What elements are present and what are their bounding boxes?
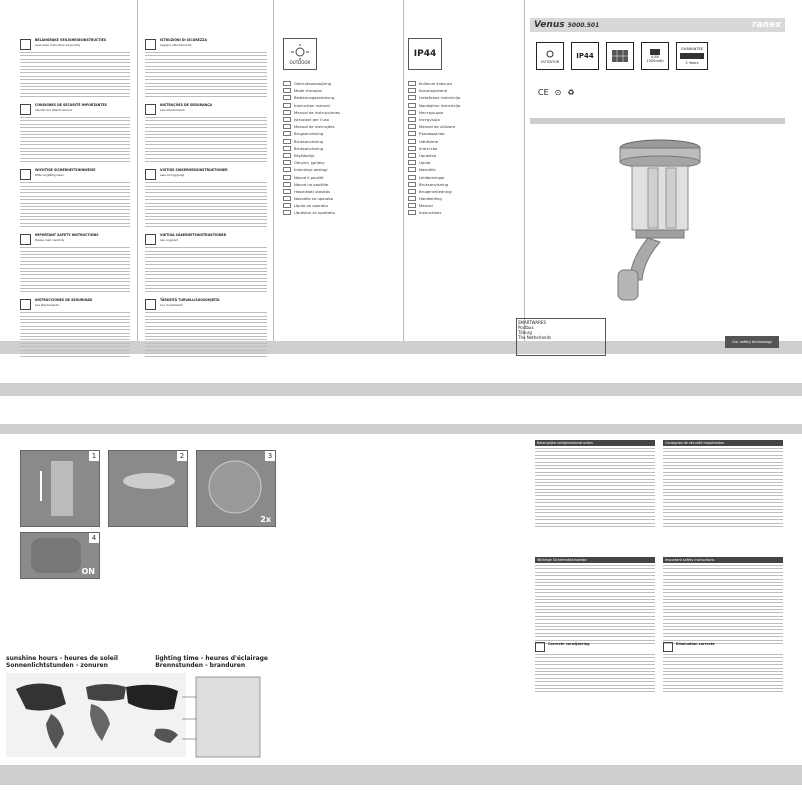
flag-icon — [283, 210, 291, 215]
block-title: Correcte verwijdering — [548, 642, 590, 646]
recycle-mark: ⊙ — [554, 88, 562, 97]
section-subtitle: Leggere attentamente — [160, 43, 192, 47]
flag-icon — [408, 95, 416, 100]
language-item: Használati utasítás — [283, 188, 393, 195]
step-3: 3 2x — [196, 450, 276, 527]
installation-steps — [20, 440, 280, 576]
flag-icon — [408, 210, 416, 215]
language-item: Návod k použití — [283, 173, 393, 180]
safety-badge: Our safety technology — [725, 336, 779, 348]
flag-icon — [408, 189, 416, 194]
warning-icon — [20, 104, 31, 115]
flag-icon — [283, 153, 291, 158]
section-subtitle: Læs omhyggeligt — [160, 173, 185, 178]
label-box: SMARTWARES Postbus Tilburg The Netherlands — [516, 318, 606, 356]
language-item: Uputstvo — [408, 152, 518, 159]
safety-section — [20, 233, 130, 292]
language-item: Ръководство — [408, 130, 518, 137]
flag-icon — [283, 146, 291, 151]
section-subtitle: Läs noggrant — [160, 238, 179, 243]
language-item: Lietošanas instrukcija — [408, 94, 518, 101]
warning-icon — [20, 39, 31, 50]
warning-icon — [145, 169, 156, 180]
flag-icon — [283, 88, 291, 93]
warning-icon — [145, 234, 156, 245]
language-item: Istruzioni per l'uso — [283, 116, 393, 123]
battery-spec-icon: 4,8V 1000mAh — [641, 42, 669, 70]
safety-section — [145, 168, 267, 227]
step-1: 1 — [20, 450, 100, 527]
language-item: Käyttöohje — [283, 152, 393, 159]
flag-icon — [408, 167, 416, 172]
flag-icon — [408, 110, 416, 115]
language-item: Інструкція — [408, 116, 518, 123]
block-title: Important safety instructions — [663, 557, 783, 563]
safety-section — [145, 298, 267, 357]
cert-marks — [538, 88, 785, 97]
ip-spec-icon: IP44 — [571, 42, 599, 70]
section-title: ISTRUZIONI DI SICUREZZA — [160, 38, 207, 42]
language-item: Instructions — [408, 209, 518, 216]
language-item: Uputstvo za upotrebu — [283, 209, 393, 216]
language-item: Mode d'emploi — [283, 87, 393, 94]
instruction-block — [663, 440, 783, 550]
section-subtitle: Lue huolellisesti — [160, 303, 183, 308]
flag-icon — [408, 139, 416, 144]
flag-icon — [408, 81, 416, 86]
language-item: Brugsanvisning — [283, 130, 393, 137]
safety-column-2 — [145, 38, 267, 363]
flag-icon — [283, 203, 291, 208]
flag-icon — [283, 124, 291, 129]
flag-icon — [283, 189, 291, 194]
outdoor-icon — [283, 38, 317, 70]
safety-section — [20, 103, 130, 162]
language-item: Инструкция — [408, 109, 518, 116]
section-title: VIKTIGA SÄKERHETSINSTRUKTIONER — [160, 233, 227, 238]
language-list-left — [283, 38, 393, 217]
section-subtitle: Leia atentamente — [160, 108, 185, 113]
language-item: Návod na použitie — [283, 181, 393, 188]
world-map — [6, 669, 268, 759]
flag-icon — [283, 103, 291, 108]
language-item: Bruksanvisning — [283, 145, 393, 152]
ce-mark: CE — [538, 88, 549, 97]
section-title: INSTRUCCIONES DE SEGURIDAD — [35, 298, 93, 303]
flag-icon — [408, 124, 416, 129]
flag-icon — [408, 146, 416, 151]
guarantee-spec-icon: GUARANTEE 2 Years — [676, 42, 708, 70]
product-name: Venus — [534, 20, 565, 30]
flag-icon — [283, 139, 291, 144]
grey-strip — [530, 118, 785, 124]
step3-badge: 2x — [260, 515, 271, 524]
language-item: Instruction manual — [283, 102, 393, 109]
flag-icon — [408, 153, 416, 158]
ip44-label: IP44 — [413, 49, 437, 59]
language-item: Bruksanvisning — [408, 181, 518, 188]
cover-panel — [518, 18, 785, 344]
safety-section — [20, 168, 130, 227]
outdoor-label: OUTDOOR — [289, 59, 311, 65]
block-title: Belangrijke veiligheidsinstructies — [535, 440, 655, 446]
language-item: Bedienungsanleitung — [283, 94, 393, 101]
section-title: TÄRKEITÄ TURVALLISUUSOHJEITA — [160, 298, 220, 303]
flag-icon — [283, 110, 291, 115]
step-4: 4 ON — [20, 532, 100, 579]
language-item: Naudojimo instrukcija — [408, 102, 518, 109]
band-bottom — [0, 765, 802, 785]
safety-column-1 — [20, 38, 130, 363]
flag-icon — [283, 117, 291, 122]
product-image — [610, 130, 710, 310]
flag-icon — [408, 117, 416, 122]
language-item: Navodila — [408, 166, 518, 173]
flag-icon — [408, 175, 416, 180]
flag-icon — [408, 203, 416, 208]
safety-section — [145, 233, 267, 292]
block-title: Consignes de sécurité importantes — [663, 440, 783, 446]
outdoor-spec-icon: OUTDOOR — [536, 42, 564, 70]
block-title: Wichtige Sicherheitshinweise — [535, 557, 655, 563]
safety-section — [145, 38, 267, 97]
instruction-sheet — [535, 440, 785, 765]
language-item: Manual de utilizare — [408, 123, 518, 130]
sunshine-map: sunshine hours - heures de soleil Sonnenlichtstunden - zonuren lighting time - heures d'éclairage Brennstunden - branduren — [6, 655, 268, 763]
block-title: Elimination correcte — [676, 642, 715, 646]
section-subtitle: Lea atentamente — [35, 303, 59, 308]
language-item: Упатство — [408, 145, 518, 152]
language-item: Navodila za uporabo — [283, 195, 393, 202]
panel-spec-icon — [606, 42, 634, 70]
warning-icon — [20, 299, 31, 310]
warning-icon — [145, 39, 156, 50]
warning-icon — [145, 299, 156, 310]
flag-icon — [408, 88, 416, 93]
warning-icon — [145, 104, 156, 115]
section-subtitle: Veuillez lire attentivement — [35, 108, 72, 113]
flag-icon — [408, 182, 416, 187]
flag-icon — [283, 175, 291, 180]
safety-section — [20, 38, 130, 97]
flag-icon — [283, 131, 291, 136]
language-item: Kasutusjuhend — [408, 87, 518, 94]
language-item: Upute za uporabu — [283, 202, 393, 209]
safety-section — [145, 103, 267, 162]
language-item: Manual de instruções — [283, 123, 393, 130]
spec-icons-row — [536, 42, 785, 70]
brand-logo: ranex — [752, 20, 781, 30]
section-title: INSTRUÇÕES DE SEGURANÇA — [160, 103, 213, 108]
step4-badge: ON — [81, 567, 95, 576]
language-item: Bruksanvisning — [283, 138, 393, 145]
instruction-block — [535, 440, 655, 550]
section-subtitle: Please read carefully — [35, 238, 65, 243]
language-item: Gebruiksaanwijzing — [283, 80, 393, 87]
flag-icon — [408, 103, 416, 108]
section-title: CONSIGNES DE SÉCURITÉ IMPORTANTES — [35, 103, 107, 108]
section-subtitle: Lees deze instructies zorgvuldig — [35, 43, 80, 47]
flag-icon — [283, 81, 291, 86]
warning-icon — [20, 169, 31, 180]
flag-icon — [283, 167, 291, 172]
band-2 — [0, 383, 802, 396]
language-item: Οδηγίες χρήσης — [283, 159, 393, 166]
flag-icon — [408, 160, 416, 165]
flag-icon — [408, 196, 416, 201]
flag-icon — [408, 131, 416, 136]
section-title: VIGTIGE SIKKERHEDSINSTRUKTIONER — [160, 168, 228, 173]
flag-icon — [283, 196, 291, 201]
disposal-block — [663, 642, 783, 712]
flag-icon — [283, 182, 291, 187]
section-subtitle: Bitte sorgfältig lesen — [35, 173, 65, 178]
language-item: Upute — [408, 159, 518, 166]
top-sheet — [0, 0, 802, 344]
section-title: WICHTIGE SICHERHEITSHINWEISE — [35, 168, 96, 173]
language-list-right — [408, 38, 518, 217]
safety-section — [20, 298, 130, 357]
language-item: Udhëzime — [408, 138, 518, 145]
band-3 — [0, 424, 802, 434]
language-item: Handleiding — [408, 195, 518, 202]
bin-icon — [535, 642, 545, 652]
bin-icon — [663, 642, 673, 652]
flag-icon — [283, 160, 291, 165]
language-item: Manual de instrucciones — [283, 109, 393, 116]
section-title: IMPORTANT SAFETY INSTRUCTIONS — [35, 233, 99, 238]
language-item: Brugervejledning — [408, 188, 518, 195]
language-item: Kullanım kılavuzu — [408, 80, 518, 87]
disposal-block — [535, 642, 655, 712]
product-model: 5000.501 — [567, 22, 600, 29]
language-item: Leidbeiningar — [408, 173, 518, 180]
weee-mark: ♻ — [567, 88, 575, 97]
step-2: 2 — [108, 450, 188, 527]
ip44-icon — [408, 38, 442, 70]
flag-icon — [283, 95, 291, 100]
language-item: Instrukcja obsługi — [283, 166, 393, 173]
warning-icon — [20, 234, 31, 245]
language-item: Manuel — [408, 202, 518, 209]
section-title: BELANGRIJKE VEILIGHEIDSINSTRUCTIES — [35, 38, 107, 42]
